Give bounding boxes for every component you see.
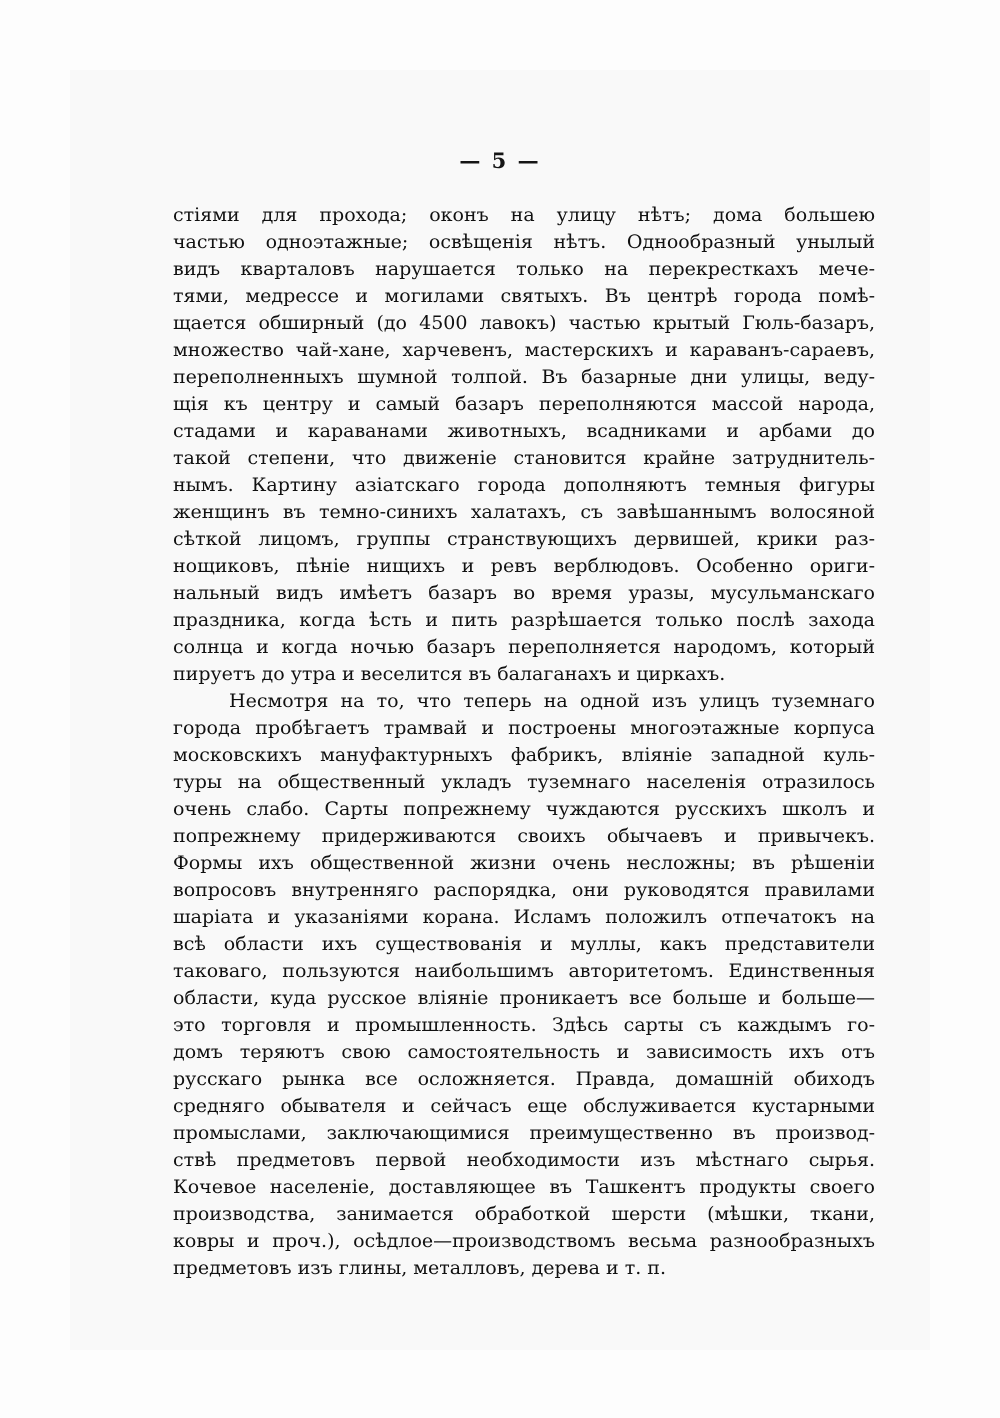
text-line-29: таковаго, пользуются наибольшимъ авторитетомъ. Единственныя — [173, 960, 875, 982]
text-line-2: частью одноэтажные; освѣщенія нѣтъ. Однообразный унылый — [173, 231, 875, 253]
text-line-25: Формы ихъ общественной жизни очень несложны; въ рѣшеніи — [173, 852, 875, 874]
text-line-38: производства, занимается обработкой шерсти (мѣшки, ткани, — [173, 1203, 875, 1225]
text-line-5: щается обширный (до 4500 лавокъ) частью крытый Гюль-базаръ, — [173, 312, 875, 334]
text-line-28: всѣ области ихъ существованія и муллы, какъ представители — [173, 933, 875, 955]
text-line-9: стадами и караванами животныхъ, всадниками и арбами до — [173, 420, 875, 442]
text-line-15: нальный видъ имѣетъ базаръ во время уразы, мусульманскаго — [173, 582, 875, 604]
text-line-3: видъ кварталовъ нарушается только на перекресткахъ мече- — [173, 258, 875, 280]
text-line-1: стіями для прохода; оконъ на улицу нѣтъ; дома большею — [173, 204, 875, 226]
text-line-21: московскихъ мануфактурныхъ фабрикъ, вліяніе западной куль- — [173, 744, 875, 766]
page-number: — 5 — — [459, 148, 541, 173]
text-line-10: такой степени, что движеніе становится крайне затруднитель- — [173, 447, 875, 469]
text-line-36: ствѣ предметовъ первой необходимости изъ мѣстнаго сырья. — [173, 1149, 875, 1171]
text-line-4: тями, медрессе и могилами святыхъ. Въ центрѣ города помѣ- — [173, 285, 875, 307]
text-line-13: сѣткой лицомъ, группы странствующихъ дервишей, крики раз- — [173, 528, 875, 550]
body-text — [173, 202, 875, 1282]
text-line-35: промыслами, заключающимися преимущественно въ производ- — [173, 1122, 875, 1144]
text-line-20: города пробѣгаетъ трамвай и построены многоэтажные корпуса — [173, 717, 875, 739]
text-line-18: пируетъ до утра и веселится въ балаганахъ и циркахъ. — [173, 663, 726, 685]
text-line-34: средняго обывателя и сейчасъ еще обслуживается кустарными — [173, 1095, 875, 1117]
text-line-17: солнца и когда ночью базаръ переполняется народомъ, который — [173, 636, 875, 658]
text-line-32: домъ теряютъ свою самостоятельность и зависимость ихъ отъ — [173, 1041, 875, 1063]
text-line-30: области, куда русское вліяніе проникаетъ все больше и больше— — [173, 987, 875, 1009]
text-line-16: праздника, когда ѣсть и пить разрѣшается только послѣ захода — [173, 609, 875, 631]
text-line-6: множество чай-хане, харчевенъ, мастерскихъ и караванъ-сараевъ, — [173, 339, 875, 361]
text-line-37: Кочевое населеніе, доставляющее въ Ташкентъ продукты своего — [173, 1176, 875, 1198]
text-line-39: ковры и проч.), осѣдлое—производствомъ весьма разнообразныхъ — [173, 1230, 875, 1252]
text-line-7: переполненныхъ шумной толпой. Въ базарные дни улицы, веду- — [173, 366, 875, 388]
text-line-24: попрежнему придерживаются своихъ обычаевъ и привычекъ. — [173, 825, 875, 847]
text-line-40: предметовъ изъ глины, металловъ, дерева и т. п. — [173, 1257, 666, 1279]
text-line-23: очень слабо. Сарты попрежнему чуждаются русскихъ школъ и — [173, 798, 875, 820]
text-line-26: вопросовъ внутренняго распорядка, они руководятся правилами — [173, 879, 875, 901]
text-line-19: Несмотря на то, что теперь на одной изъ улицъ туземнаго — [229, 690, 875, 712]
text-line-22: туры на общественный укладъ туземнаго населенія отразилось — [173, 771, 875, 793]
text-line-33: русскаго рынка все осложняется. Правда, домашній обиходъ — [173, 1068, 875, 1090]
text-line-27: шаріата и указаніями корана. Исламъ положилъ отпечатокъ на — [173, 906, 875, 928]
text-line-14: нощиковъ, пѣніе нищихъ и ревъ верблюдовъ. Особенно ориги- — [173, 555, 875, 577]
text-line-8: щія къ центру и самый базаръ переполняются массой народа, — [173, 393, 875, 415]
text-line-11: нымъ. Картину азіатскаго города дополняютъ темныя фигуры — [173, 474, 875, 496]
text-line-31: это торговля и промышленность. Здѣсь сарты съ каждымъ го- — [173, 1014, 875, 1036]
text-line-12: женщинъ въ темно-синихъ халатахъ, съ завѣшаннымъ волосяной — [173, 501, 875, 523]
